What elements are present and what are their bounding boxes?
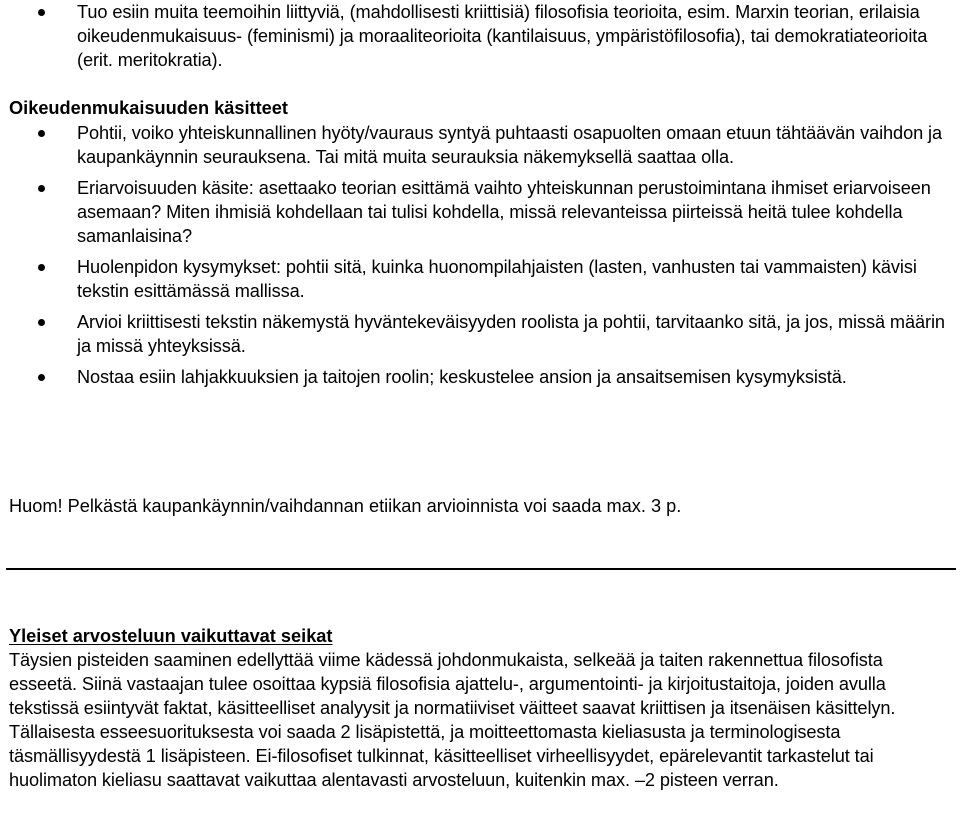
bullet-icon: [38, 185, 45, 192]
list-item-text: Nostaa esiin lahjakkuuksien ja taitojen roolin; keskustelee ansion ja ansaitsemisen kysymyksistä.: [77, 367, 847, 387]
theory-bullet-list: [0, 0, 960, 72]
list-item-text: Pohtii, voiko yhteiskunnallinen hyöty/vauraus syntyä puhtaasti osapuolten omaan etuun tähtäävän vaihdon ja kaupankäynnin seurauksena. Tai mitä muita seurauksia näkemyksellä saattaa olla.: [77, 123, 943, 167]
list-item: [0, 255, 960, 303]
bullet-icon: [38, 130, 45, 137]
horizontal-divider: [6, 568, 956, 570]
list-item: [0, 0, 960, 72]
note-text: Huom! Pelkästä kaupankäynnin/vaihdannan etiikan arvioinnista voi saada max. 3 p.: [9, 496, 682, 516]
bullet-icon: [38, 319, 45, 326]
list-item-text: Huolenpidon kysymykset: pohtii sitä, kuinka huonompilahjaisten (lasten, vanhusten tai vammaisten) kävisi tekstin esittämässä mallissa.: [77, 257, 917, 301]
section-heading-justice: Oikeudenmukaisuuden käsitteet: [9, 98, 288, 118]
list-item-text: Arvioi kriittisesti tekstin näkemystä hyväntekeväisyyden roolista ja pohtii, tarvitaanko sitä, ja jos, missä määrin ja missä yhteyksissä.: [77, 312, 945, 356]
list-item: [0, 310, 960, 358]
bullet-icon: [38, 374, 45, 381]
bullet-icon: [38, 9, 45, 16]
list-item: [0, 121, 960, 169]
bullet-icon: [38, 264, 45, 271]
list-item-text: Eriarvoisuuden käsite: asettaako teorian esittämä vaihto yhteiskunnan perustoimintana ihmiset eriarvoiseen asemaan? Miten ihmisiä kohdellaan tai tulisi kohdella, missä relevanteissa piirteissä heitä tulee kohdella samanlaisina?: [77, 178, 931, 246]
general-paragraph: Täysien pisteiden saaminen edellyttää viime kädessä johdonmukaista, selkeää ja taiten rakennettua filosofista esseetä. Siinä vastaajan tulee osoittaa kypsiä filosofisia ajattelu-, argumentointi- ja kirjoitustaitoja, joiden avulla tekstissä esiintyvät faktat, käsitteelliset analyysit ja normatiiviset väitteet saavat kriittisen ja itsenäisen käsittelyn. Tällaisesta esseesuorituksesta voi saada 2 lisäpistettä, ja moitteettomasta kieliasusta ja terminologisesta täsmällisyydestä 1 lisäpisteen. Ei-filosofiset tulkinnat, käsitteelliset virheellisyydet, epärelevantit tarkastelut tai huolimaton kieliasu saattavat vaikuttaa alentavasti arvosteluun, kuitenkin max. –2 pisteen verran.: [9, 650, 896, 790]
justice-bullet-list: [0, 121, 960, 396]
list-item-text: Tuo esiin muita teemoihin liittyviä, (mahdollisesti kriittisiä) filosofisia teorioita, esim. Marxin teorian, erilaisia oikeudenmukaisuus- (feminismi) ja moraaliteorioita (kantilaisuus, ympäristöfilosofia), tai demokratiateorioita (erit. meritokratia).: [77, 2, 928, 70]
section-heading-general: Yleiset arvosteluun vaikuttavat seikat: [9, 626, 333, 646]
list-item: [0, 365, 960, 389]
list-item: [0, 176, 960, 248]
